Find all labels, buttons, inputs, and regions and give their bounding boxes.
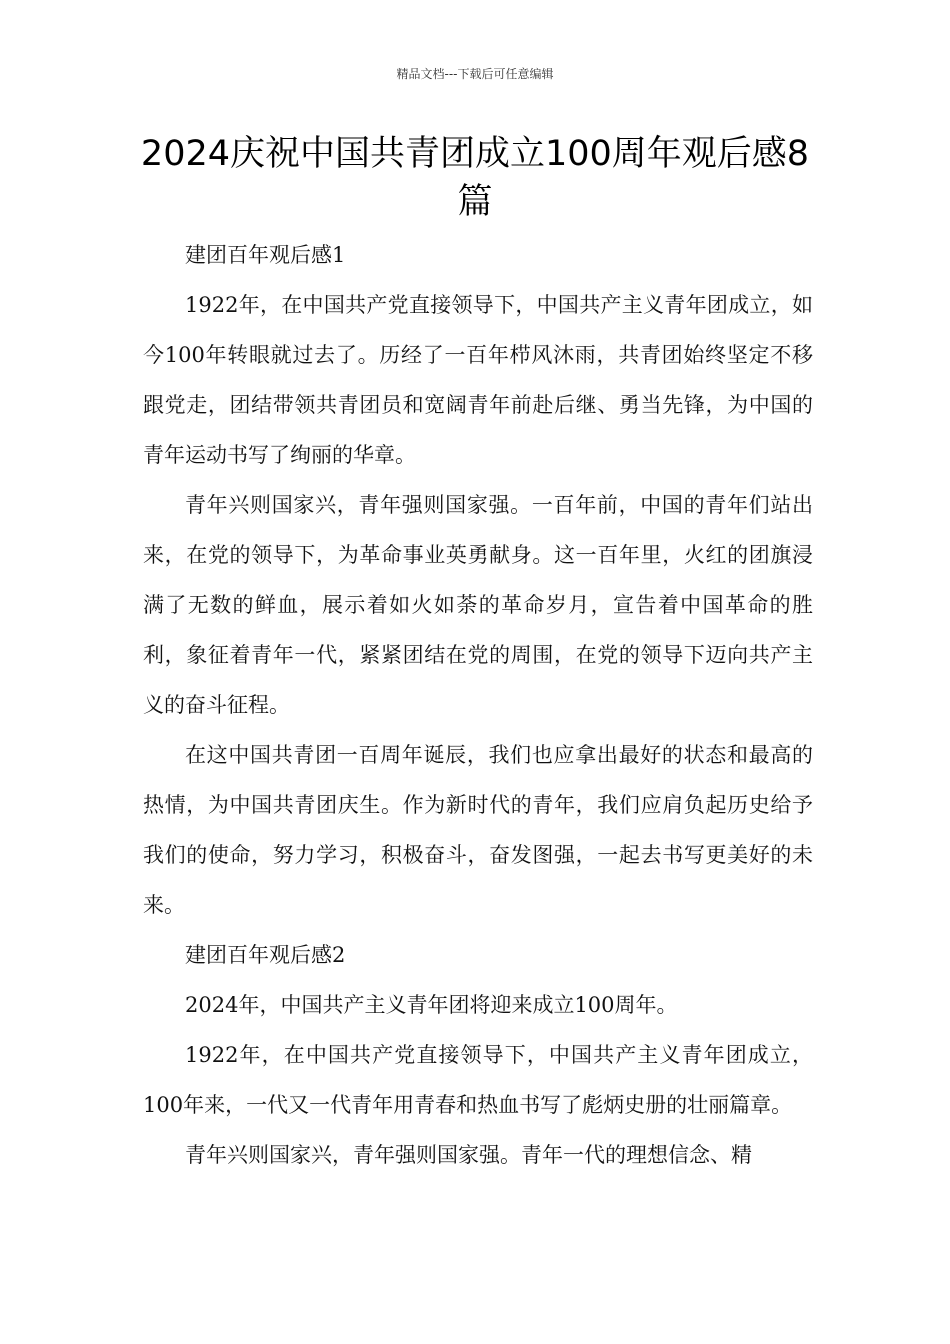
section-heading-2: 建团百年观后感2 bbox=[185, 943, 346, 967]
paragraph: 在这中国共青团一百周年诞辰，我们也应拿出最好的状态和最高的热情，为中国共青团庆生。作为新时代的青年，我们应肩负起历史给予我们的使命，努力学习，积极奋斗，奋发图强，一起去书写更美好的未来。 bbox=[143, 743, 813, 917]
section-heading-1: 建团百年观后感1 bbox=[185, 243, 346, 267]
document-title: 2024庆祝中国共青团成立100周年观后感8篇 bbox=[140, 134, 810, 222]
paragraph: 青年兴则国家兴，青年强则国家强。一百年前，中国的青年们站出来，在党的领导下，为革命事业英勇献身。这一百年里，火红的团旗浸满了无数的鲜血，展示着如火如荼的革命岁月，宣告着中国革命的胜利，象征着青年一代，紧紧团结在党的周围，在党的领导下迈向共产主义的奋斗征程。 bbox=[143, 493, 813, 717]
paragraph: 2024年，中国共产主义青年团将迎来成立100周年。 bbox=[185, 993, 678, 1017]
paragraph: 1922年，在中国共产党直接领导下，中国共产主义青年团成立，100年来，一代又一代青年用青春和热血书写了彪炳史册的壮丽篇章。 bbox=[143, 1043, 813, 1117]
paragraph: 1922年，在中国共产党直接领导下，中国共产主义青年团成立，如今100年转眼就过去了。历经了一百年栉风沐雨，共青团始终坚定不移跟党走，团结带领共青团员和宽阔青年前赴后继、勇当先锋，为中国的青年运动书写了绚丽的华章。 bbox=[143, 293, 813, 467]
page-header-note: 精品文档---下载后可任意编辑 bbox=[396, 67, 554, 81]
paragraph: 青年兴则国家兴，青年强则国家强。青年一代的理想信念、精 bbox=[185, 1143, 752, 1167]
document-body bbox=[143, 230, 813, 1180]
